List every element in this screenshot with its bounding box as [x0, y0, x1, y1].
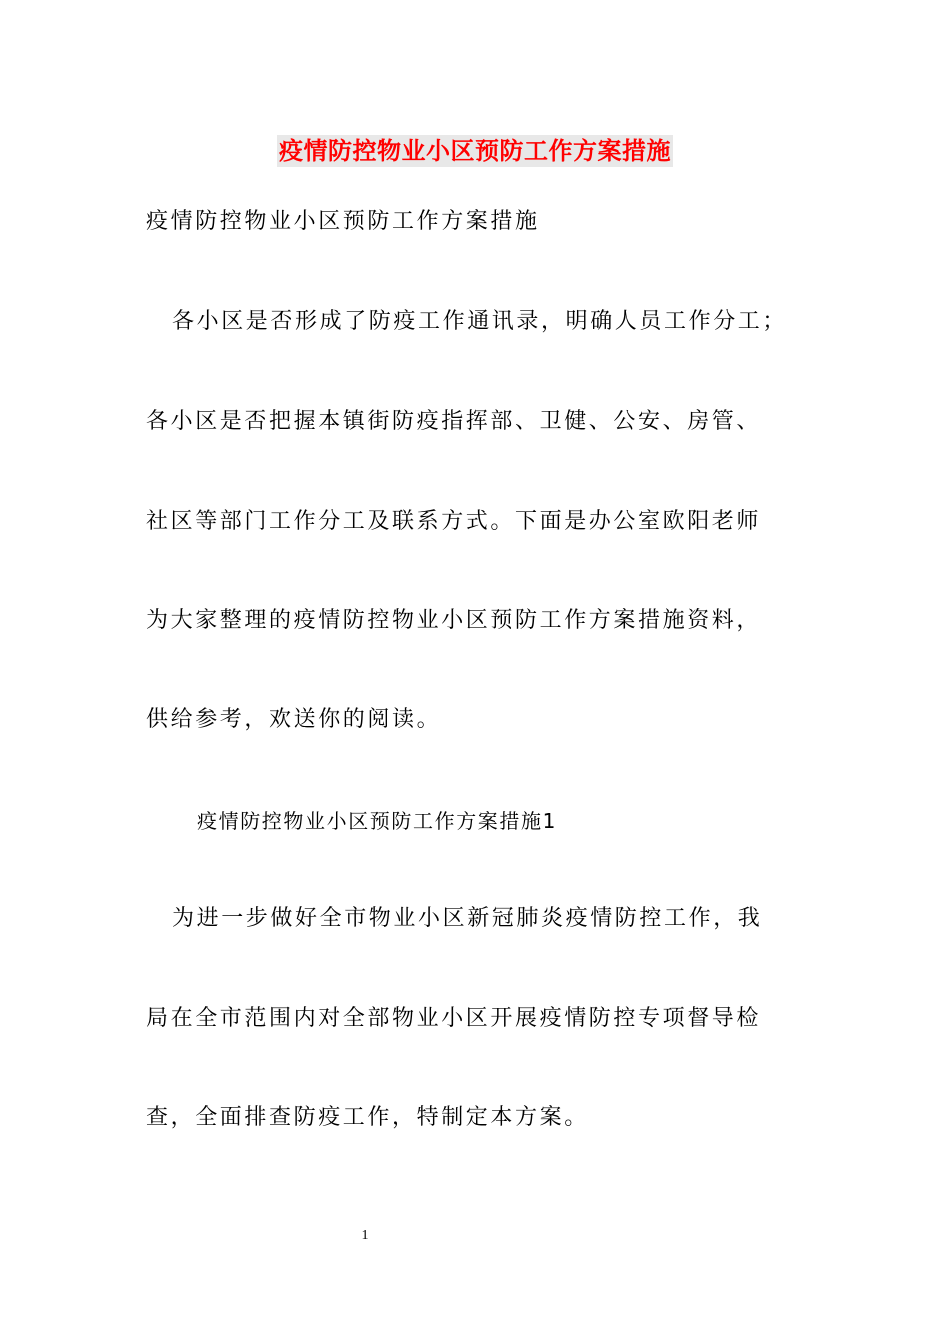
title-text: 疫情防控物业小区预防工作方案措施	[279, 137, 671, 165]
paragraph-line-5: 供给参考，欢送你的阅读。	[146, 707, 442, 732]
page-number: 1	[361, 1228, 369, 1243]
document-title	[0, 131, 950, 171]
paragraph-line-4: 为大家整理的疫情防控物业小区预防工作方案措施资料，	[146, 608, 762, 633]
paragraph-line-9: 查，全面排查防疫工作，特制定本方案。	[146, 1105, 589, 1130]
paragraph-line-2: 各小区是否把握本镇街防疫指挥部、卫健、公安、房管、	[146, 409, 762, 434]
paragraph-line-8: 局在全市范围内对全部物业小区开展疫情防控专项督导检	[146, 1006, 762, 1031]
paragraph-line-1: 各小区是否形成了防疫工作通讯录，明确人员工作分工；	[172, 309, 788, 334]
paragraph-line-7: 为进一步做好全市物业小区新冠肺炎疫情防控工作，我	[172, 906, 763, 931]
subtitle-line: 疫情防控物业小区预防工作方案措施	[146, 209, 540, 234]
paragraph-line-3: 社区等部门工作分工及联系方式。下面是办公室欧阳老师	[146, 509, 762, 534]
section-heading: 疫情防控物业小区预防工作方案措施1	[197, 809, 557, 833]
